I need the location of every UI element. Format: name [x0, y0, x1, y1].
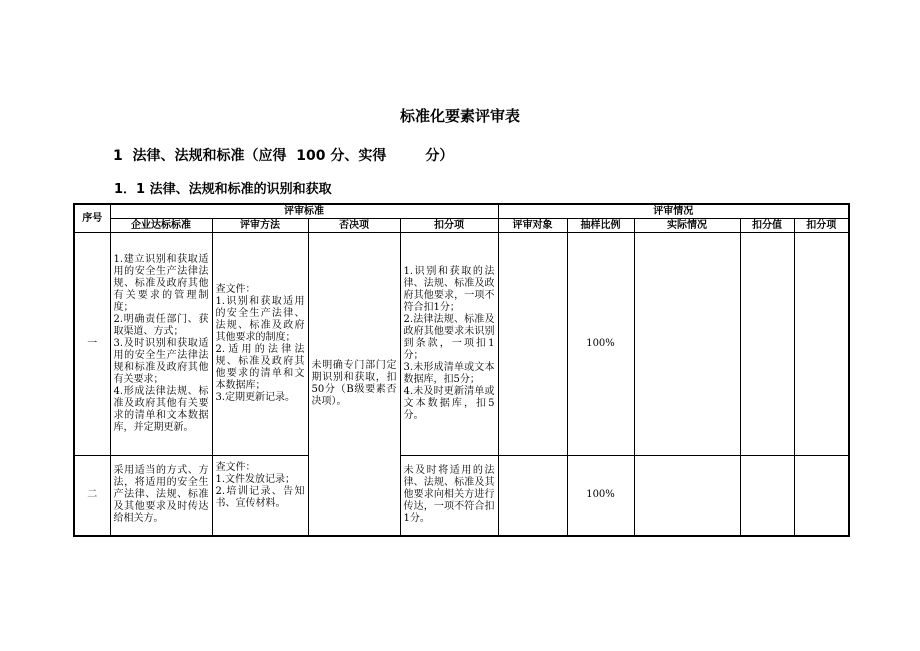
- row-review-method: 查文件： 1.文件发放记录； 2.培训记录、告知书、宣传材料。: [212, 456, 308, 536]
- review-table: [73, 203, 850, 537]
- header-sample-ratio: 抽样比例: [567, 219, 634, 233]
- row-review-method: 查文件： 1.识别和获取适用的安全生产法律、法规、标准及政府其他要求的制度； 2.适用的法律法规、标准及政府其他要求的清单和文本数据库； 3.定期更新记录。: [212, 233, 308, 456]
- header-veto: 否决项: [308, 219, 400, 233]
- subsection-heading: 1．1 法律、法规和标准的识别和获取: [114, 182, 332, 197]
- table-row: [74, 233, 849, 456]
- header-enterprise-standard: 企业达标标准: [110, 219, 212, 233]
- row-review-object[interactable]: [498, 456, 567, 536]
- row-deduction-item: 1.识别和获取的法律、法规、标准及政府其他要求，一项不符合扣1分； 2.法律法规、标准及政府其他要求未识别到条款，一项扣1分； 3.未形成清单或文本数据库，扣5分； 4.未及时更新清单或文本数据库，扣5分。: [400, 233, 498, 456]
- row-deduction-item: 未及时将适用的法律、法规、标准及其他要求向相关方进行传达，一项不符合扣1分。: [400, 456, 498, 536]
- header-row-1: [74, 204, 849, 219]
- row-enterprise-standard: 采用适当的方式、方法，将适用的安全生产法律、法规、标准及其他要求及时传达给相关方。: [110, 456, 212, 536]
- row-veto: 未明确专门部门定期识别和获取，扣50分（B级要素否决项）。: [308, 233, 400, 536]
- header-review-object: 评审对象: [498, 219, 567, 233]
- section-heading: 1 法律、法规和标准（应得 100 分、实得 分）: [113, 148, 454, 164]
- row-sample-ratio: 100%: [567, 233, 634, 456]
- header-deduction-value: 扣分值: [740, 219, 794, 233]
- header-seq: 序号: [74, 204, 110, 233]
- row-enterprise-standard: 1.建立识别和获取适用的安全生产法律法规、标准及政府其他有关要求的管理制度； 2.明确责任部门、获取渠道、方式； 3.及时识别和获取适用的安全生产法律法规和标准及政府其他有关要求； 4.形成法律法规、标准及政府其他有关要求的清单和文本数据库，并定期更新。: [110, 233, 212, 456]
- header-deduction-item: 扣分项: [400, 219, 498, 233]
- header-review-standard: 评审标准: [110, 204, 498, 219]
- row-seq: 二: [74, 456, 110, 536]
- row-seq: 一: [74, 233, 110, 456]
- row-deduction-value[interactable]: [740, 456, 794, 536]
- row-actual-status[interactable]: [634, 456, 740, 536]
- row-deduction-col[interactable]: [794, 456, 849, 536]
- header-actual-status: 实际情况: [634, 219, 740, 233]
- row-review-object[interactable]: [498, 233, 567, 456]
- header-review-status: 评审情况: [498, 204, 849, 219]
- row-deduction-value[interactable]: [740, 233, 794, 456]
- table-row: [74, 456, 849, 536]
- row-actual-status[interactable]: [634, 233, 740, 456]
- row-deduction-col[interactable]: [794, 233, 849, 456]
- row-sample-ratio: 100%: [567, 456, 634, 536]
- header-deduction-col: 扣分项: [794, 219, 849, 233]
- header-row-2: [74, 219, 849, 233]
- header-review-method: 评审方法: [212, 219, 308, 233]
- document-title: 标准化要素评审表: [399, 107, 520, 125]
